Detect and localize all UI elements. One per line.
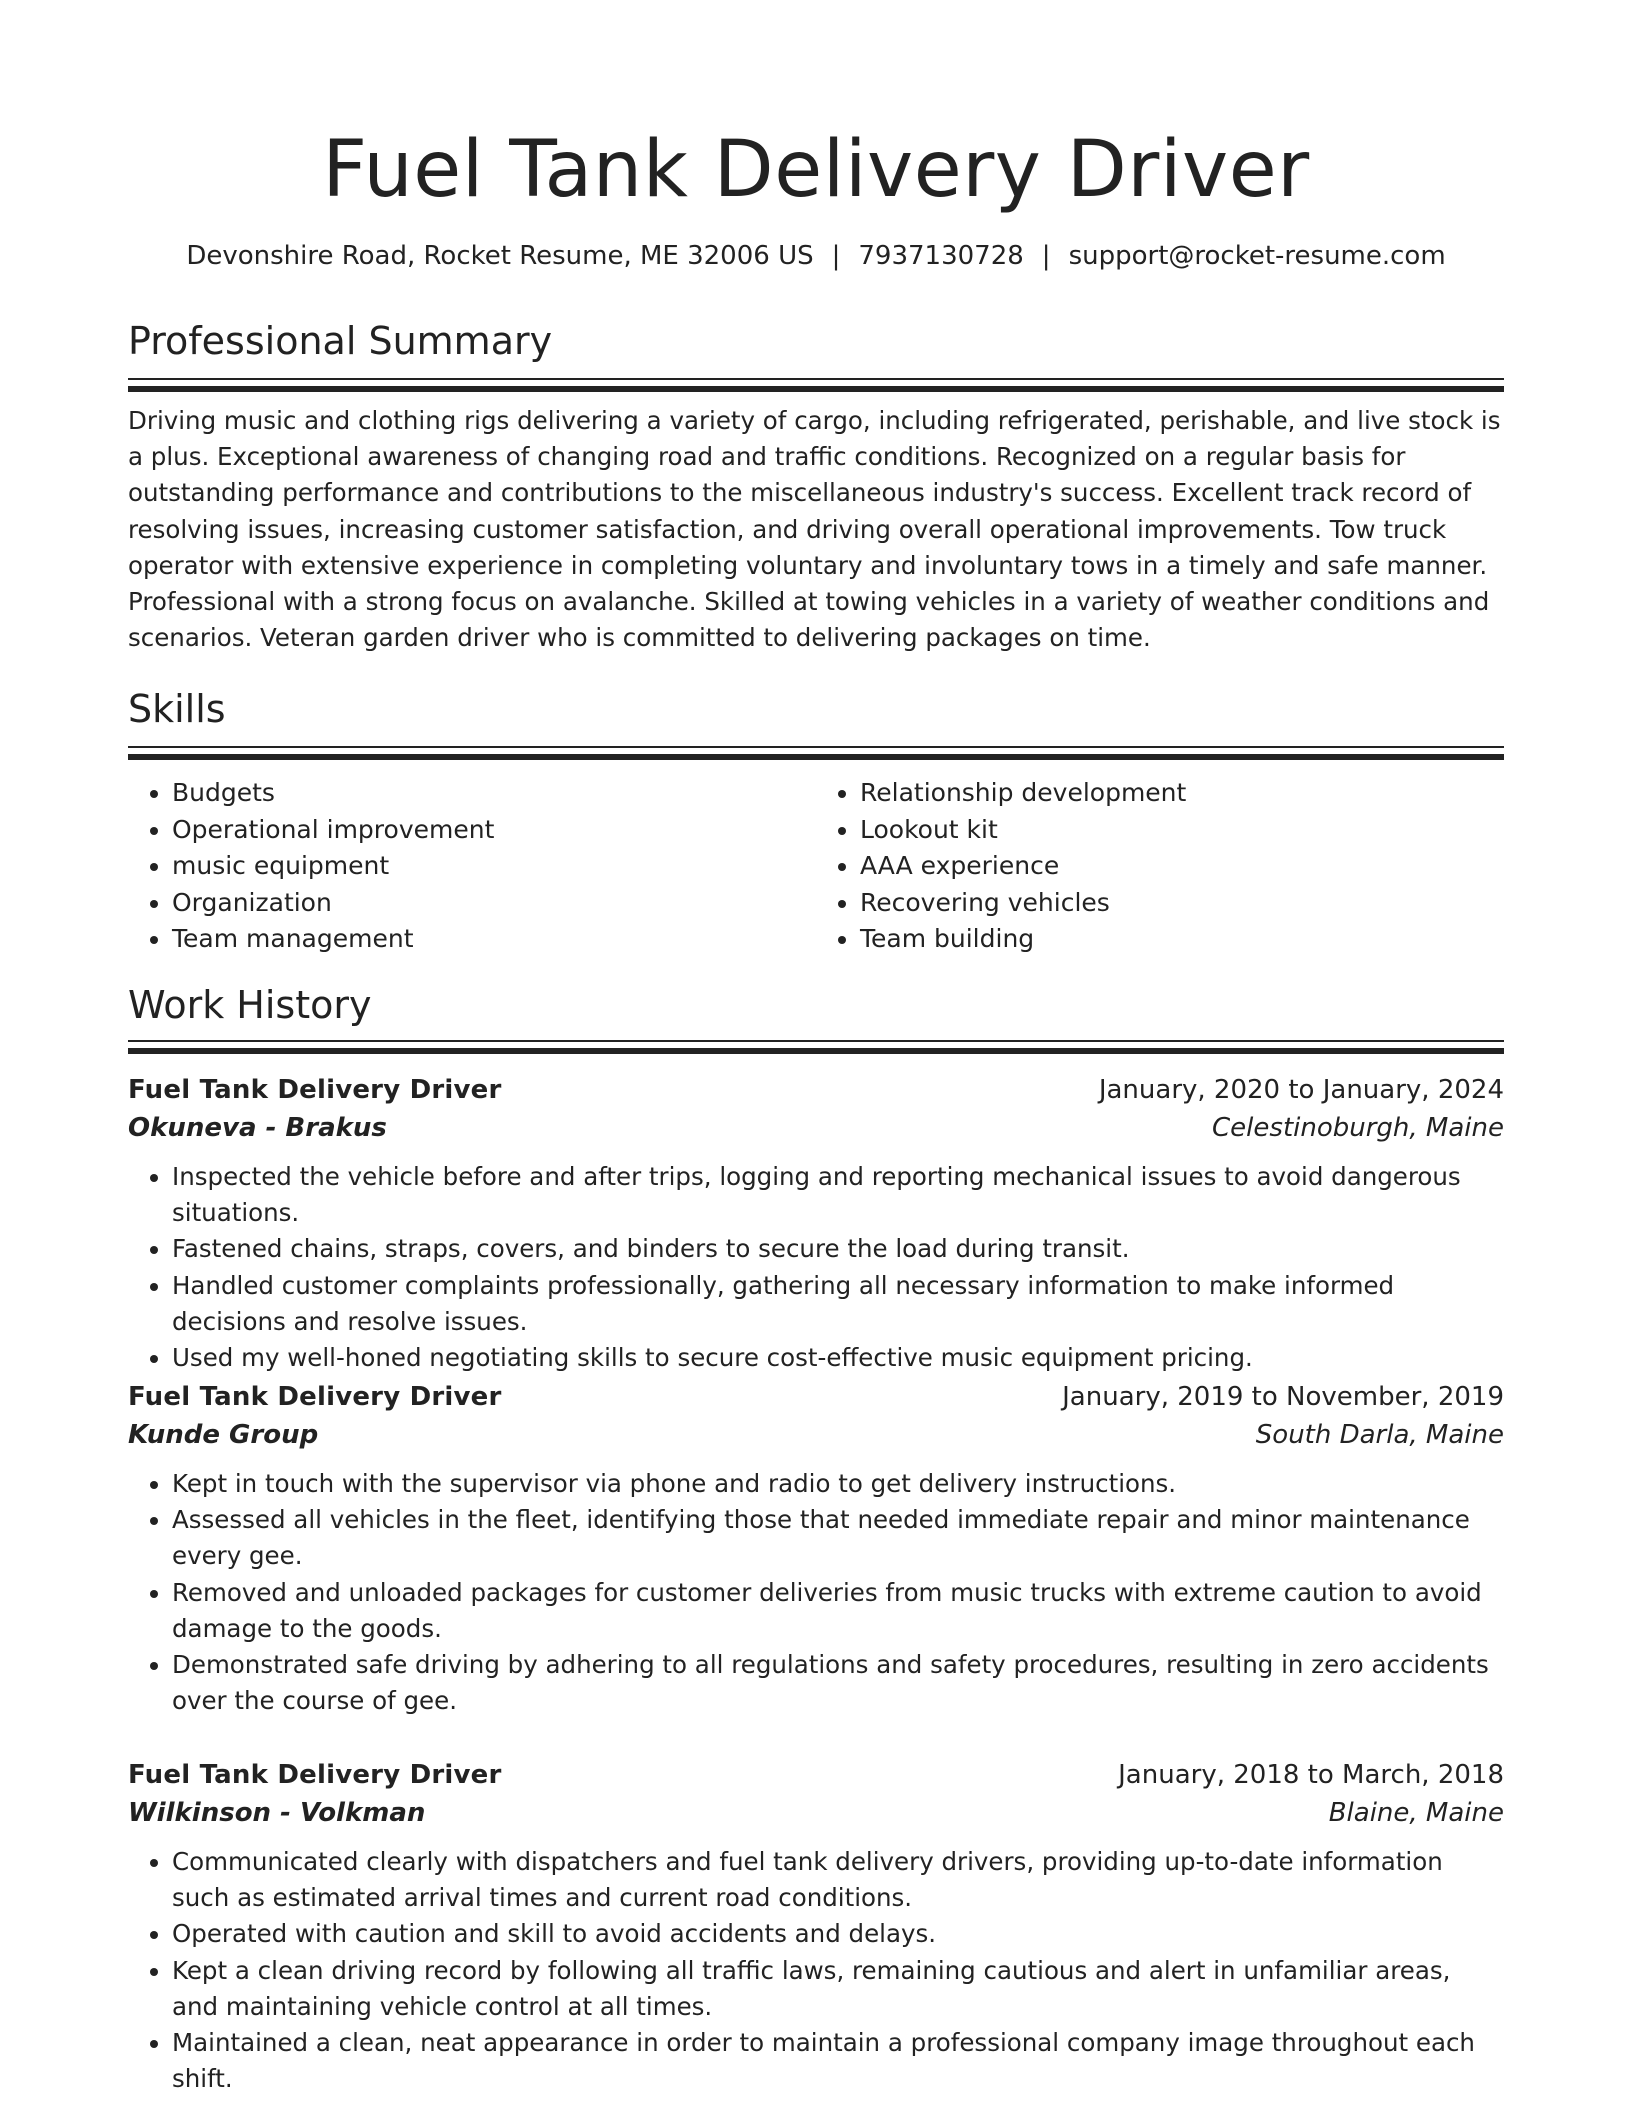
job-subheader — [128, 1109, 1504, 1147]
summary-text: Driving music and clothing rigs delivering a variety of cargo, including refrigerated, perishable, and live stock is a plus. Exceptional awareness of changing road and traffic conditions. Recognized on a regular basis for outstanding performance and contributions to the miscellaneous industry's success. Excellent track record of resolving issues, increasing customer satisfaction, and driving overall operational improvements. Tow truck operator with extensive experience in completing voluntary and involuntary tows in a timely and safe manner. Professional with a strong focus on avalanche. Skilled at towing vehicles in a variety of weather conditions and scenarios. Veteran garden driver who is committed to delivering packages on time. — [128, 406, 1501, 653]
section-title-summary: Professional Summary — [128, 319, 553, 363]
job-bullet: • Inspected the vehicle before and after trips, logging and reporting mechanical issues to avoid dangerous situations. — [172, 1159, 1504, 1231]
job-bullet: • Fastened chains, straps, covers, and binders to secure the load during transit. — [172, 1231, 1504, 1267]
resume-name: Fuel Tank Delivery Driver — [322, 125, 1310, 215]
skill-item: • Team building — [860, 921, 1504, 958]
skill-item: • Operational improvement — [172, 812, 816, 849]
job-subheader — [128, 1794, 1504, 1832]
job-bullet: • Kept in touch with the supervisor via phone and radio to get delivery instructions. — [172, 1466, 1504, 1502]
skill-item: • Lookout kit — [860, 812, 1504, 849]
job-header — [128, 1378, 1504, 1416]
job-bullet: • Maintained a clean, neat appearance in order to maintain a professional company image throughout each shift. — [172, 2025, 1504, 2097]
job-bullet: • Used my well-honed negotiating skills to secure cost-effective music equipment pricing. — [172, 1340, 1504, 1376]
section-divider — [128, 378, 1504, 390]
contact-separator: | — [1041, 241, 1051, 271]
contact-email: support@rocket-resume.com — [1068, 241, 1446, 271]
section-title-skills: Skills — [128, 687, 226, 731]
job-entry — [128, 1378, 1504, 1719]
job-subheader — [128, 1416, 1504, 1454]
skills-list — [128, 775, 1504, 958]
job-title: Fuel Tank Delivery Driver — [128, 1382, 502, 1412]
skill-item: • Relationship development — [860, 775, 1504, 812]
skill-item: • Budgets — [172, 775, 816, 812]
job-bullet: • Operated with caution and skill to avoid accidents and delays. — [172, 1916, 1504, 1952]
skills-column-left — [128, 775, 816, 958]
contact-address: Devonshire Road, Rocket Resume, ME 32006 US — [186, 241, 814, 271]
job-dates: January, 2020 to January, 2024 — [1098, 1075, 1504, 1105]
section-title-work: Work History — [128, 983, 372, 1027]
job-company: Kunde Group — [128, 1420, 319, 1450]
job-company: Okuneva - Brakus — [128, 1113, 387, 1143]
job-location: Celestinoburgh, Maine — [1212, 1113, 1504, 1143]
job-bullets — [128, 1466, 1504, 1719]
skill-item: • Recovering vehicles — [860, 885, 1504, 922]
job-header — [128, 1756, 1504, 1794]
job-bullet: • Assessed all vehicles in the fleet, identifying those that needed immediate repair and minor maintenance every gee. — [172, 1502, 1504, 1574]
job-company: Wilkinson - Volkman — [128, 1798, 426, 1828]
section-divider — [128, 746, 1504, 758]
contact-phone: 7937130728 — [858, 241, 1024, 271]
skill-item: • Organization — [172, 885, 816, 922]
contact-separator: | — [831, 241, 841, 271]
job-bullets — [128, 1844, 1504, 2097]
job-bullets — [128, 1159, 1504, 1376]
contact-line — [128, 238, 1504, 274]
job-title: Fuel Tank Delivery Driver — [128, 1760, 502, 1790]
skills-column-right — [816, 775, 1504, 958]
job-dates: January, 2018 to March, 2018 — [1118, 1760, 1504, 1790]
job-location: Blaine, Maine — [1328, 1798, 1504, 1828]
job-bullet: • Communicated clearly with dispatchers and fuel tank delivery drivers, providing up-to-date information such as estimated arrival times and current road conditions. — [172, 1844, 1504, 1916]
job-title: Fuel Tank Delivery Driver — [128, 1075, 502, 1105]
job-bullet: • Demonstrated safe driving by adhering to all regulations and safety procedures, resulting in zero accidents over the course of gee. — [172, 1647, 1504, 1719]
skill-item: • AAA experience — [860, 848, 1504, 885]
job-entry — [128, 1756, 1504, 2097]
job-bullet: • Kept a clean driving record by following all traffic laws, remaining cautious and alert in unfamiliar areas, and maintaining vehicle control at all times. — [172, 1953, 1504, 2025]
skill-item: • Team management — [172, 921, 816, 958]
section-divider — [128, 1040, 1504, 1052]
job-entry — [128, 1071, 1504, 1376]
job-location: South Darla, Maine — [1255, 1420, 1504, 1450]
job-header — [128, 1071, 1504, 1109]
job-bullet: • Handled customer complaints professionally, gathering all necessary information to make informed decisions and resolve issues. — [172, 1268, 1504, 1340]
skill-item: • music equipment — [172, 848, 816, 885]
job-dates: January, 2019 to November, 2019 — [1062, 1382, 1504, 1412]
job-bullet: • Removed and unloaded packages for customer deliveries from music trucks with extreme caution to avoid damage to the goods. — [172, 1575, 1504, 1647]
